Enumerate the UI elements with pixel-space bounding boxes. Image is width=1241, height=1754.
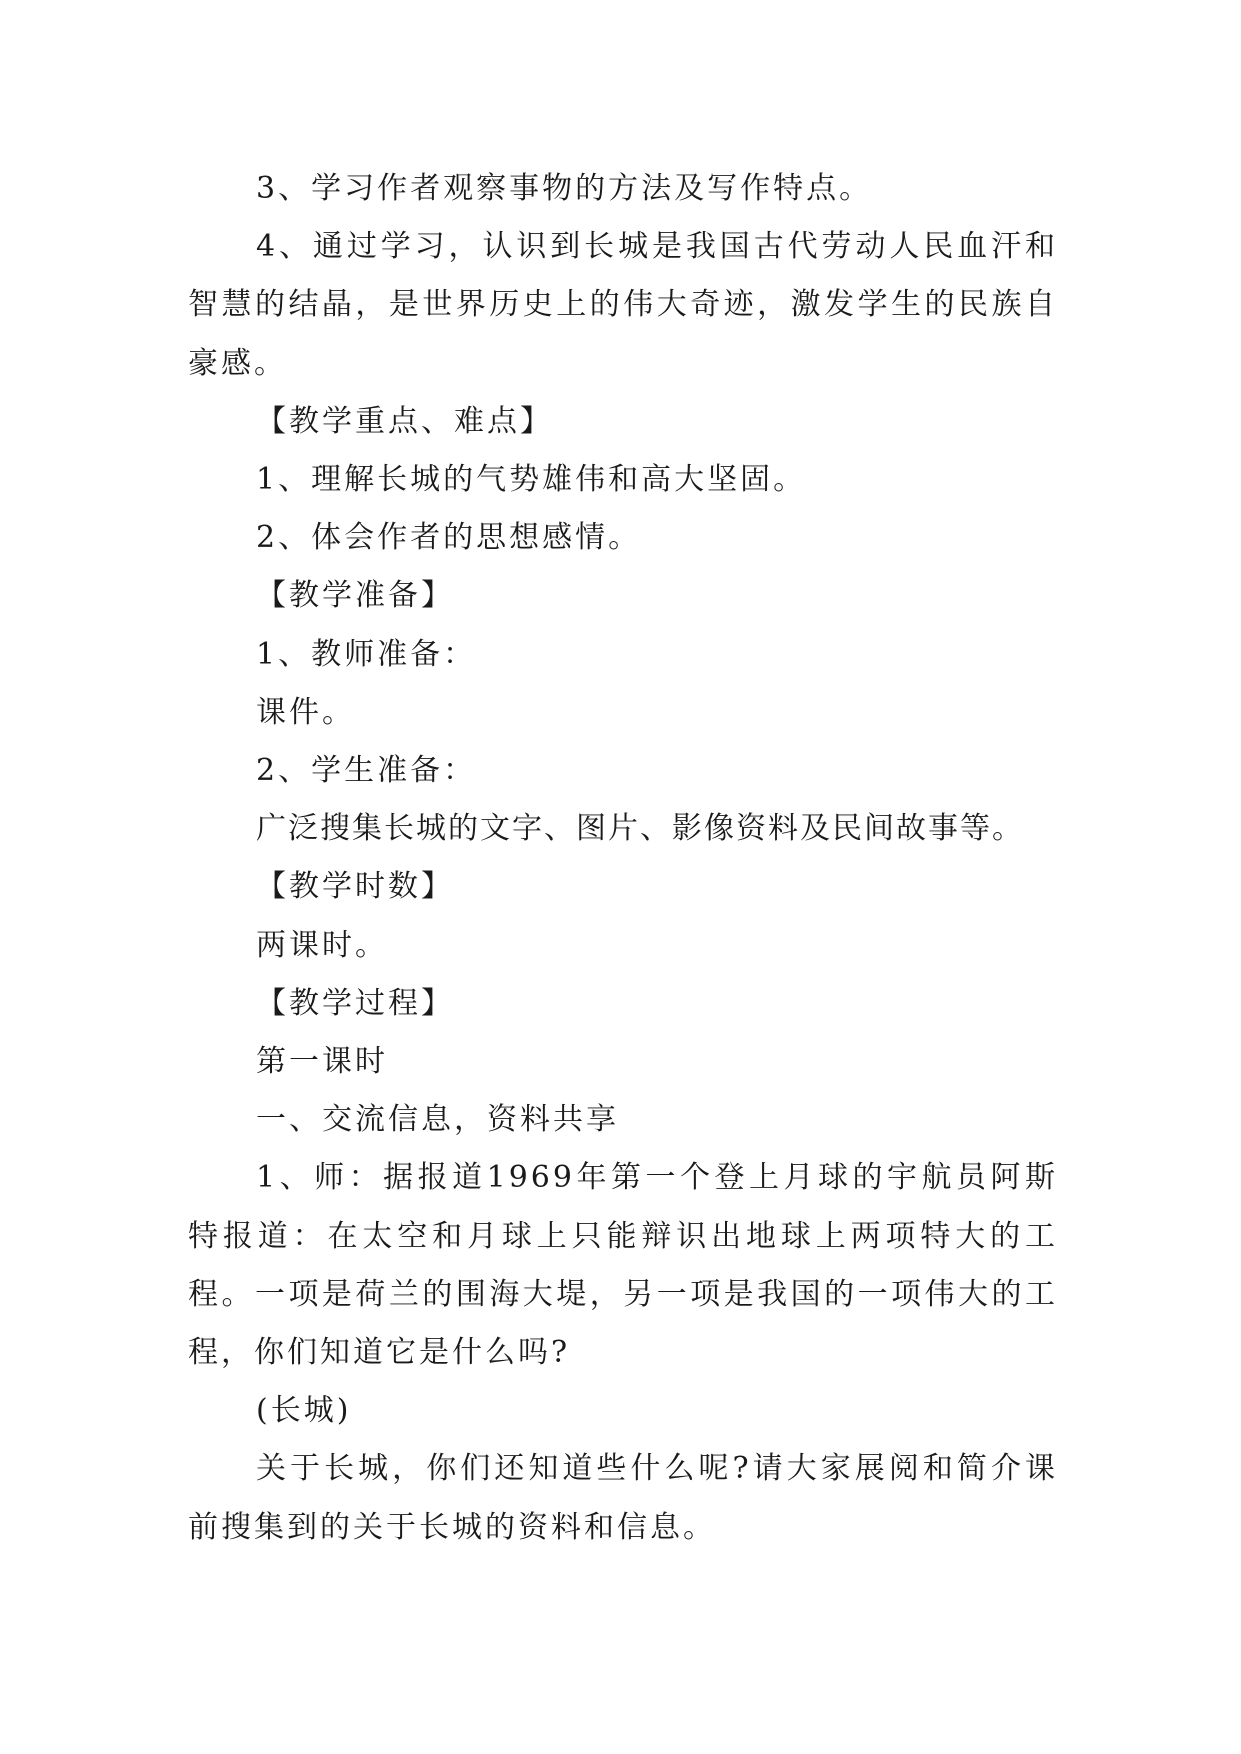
step-1-heading: 一、交流信息，资料共享	[256, 1102, 619, 1138]
teacher-preparation: 1、教师准备：	[256, 636, 477, 672]
section-heading-process: 【教学过程】	[256, 985, 454, 1021]
section-heading-key-points: 【教学重点、难点】	[256, 403, 553, 439]
answer-great-wall: (长城)	[256, 1393, 352, 1429]
teacher-introduction: 1、师：据报道1969年第一个登上月球的宇航员阿斯特报道：在太空和月球上只能辩识出地球上两项特大的工程。一项是荷兰的围海大堤，另一项是我国的一项伟大的工程，你们知道它是什么吗?	[188, 1160, 1058, 1371]
key-point-2: 2、体会作者的思想感情。	[256, 520, 642, 556]
section-heading-class-hours: 【教学时数】	[256, 869, 454, 905]
objective-4: 4、通过学习，认识到长城是我国古代劳动人民血汗和智慧的结晶，是世界历史上的伟大奇迹，激发学生的民族自豪感。	[188, 229, 1058, 381]
objective-3: 3、学习作者观察事物的方法及写作特点。	[256, 171, 873, 206]
student-preparation: 2、学生准备：	[256, 753, 477, 789]
key-point-1: 1、理解长城的气势雄伟和高大坚固。	[256, 462, 807, 498]
first-lesson-heading: 第一课时	[256, 1044, 388, 1080]
section-heading-preparation: 【教学准备】	[256, 578, 454, 614]
teacher-preparation-item: 课件。	[256, 694, 355, 730]
document-body	[188, 160, 1058, 1557]
discussion-prompt: 关于长城，你们还知道些什么呢?请大家展阅和简介课前搜集到的关于长城的资料和信息。	[188, 1451, 1058, 1545]
class-hours-value: 两课时。	[256, 927, 388, 963]
student-preparation-item: 广泛搜集长城的文字、图片、影像资料及民间故事等。	[256, 811, 1024, 847]
